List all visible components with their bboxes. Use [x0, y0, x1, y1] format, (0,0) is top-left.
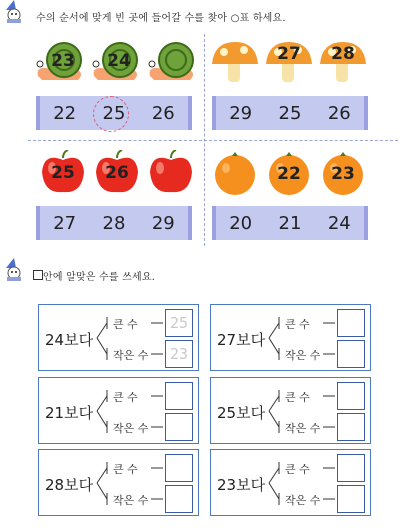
apple-choices-bar [36, 206, 192, 240]
branch-line [269, 468, 279, 483]
mushroom-3-number: 28 [331, 44, 355, 64]
mushroom-2 [264, 40, 314, 86]
base-number-label: 27보다 [217, 331, 266, 349]
mushroom-choice-1[interactable]: 29 [229, 102, 253, 124]
comparison-box [38, 449, 199, 516]
branch-line [97, 483, 107, 499]
branch-line [269, 411, 279, 427]
orange-3 [318, 150, 368, 196]
base-number-label: 25보다 [217, 404, 266, 422]
bigger-label: 큰 수 [285, 318, 310, 331]
instruction-2: 안에 알맞은 수를 쓰세요. [43, 272, 156, 283]
bigger-label: 큰 수 [285, 391, 310, 404]
bigger-label: 큰 수 [285, 463, 310, 476]
divider-horizontal [28, 140, 398, 141]
smaller-label: 작은 수 [285, 349, 321, 362]
mushroom-choices-bar [212, 96, 368, 130]
snail-choice-1[interactable]: 22 [53, 102, 77, 124]
base-number-label: 28보다 [45, 476, 94, 494]
branch-line [97, 411, 107, 427]
branch-line [97, 323, 107, 338]
orange-choice-1[interactable]: 20 [229, 212, 253, 234]
smaller-answer-box[interactable] [337, 340, 365, 368]
base-number-label: 24보다 [45, 331, 94, 349]
snail-1 [34, 40, 84, 86]
branch-line [97, 396, 107, 411]
mushroom-2-number: 27 [277, 44, 301, 64]
bigger-answer-box[interactable] [337, 454, 365, 482]
apple-1-number: 25 [51, 163, 75, 183]
wizard-mascot-icon [3, 0, 25, 24]
bigger-answer-box[interactable] [165, 382, 193, 410]
snail-2 [90, 40, 140, 86]
instruction-box-icon [33, 270, 43, 280]
smaller-label: 작은 수 [285, 422, 321, 435]
smaller-label: 작은 수 [113, 422, 149, 435]
smaller-label: 작은 수 [113, 349, 149, 362]
branch-line [269, 323, 279, 338]
smaller-answer-box[interactable] [337, 485, 365, 513]
orange-2-number: 22 [277, 164, 301, 184]
instruction-1: 수의 순서에 맞게 빈 곳에 들어갈 수를 찾아 ○표 하세요. [36, 13, 286, 24]
wizard-mascot-icon-2 [3, 258, 25, 282]
base-number-label: 23보다 [217, 476, 266, 494]
mushroom-3 [318, 40, 368, 86]
branch-line [97, 338, 107, 354]
apple-3 [146, 150, 196, 196]
apple-choice-1[interactable]: 27 [53, 212, 77, 234]
comparison-box [210, 304, 371, 371]
apple-1 [38, 150, 88, 196]
bigger-label: 큰 수 [113, 318, 138, 331]
orange-2 [264, 150, 314, 196]
bigger-answer-box[interactable] [337, 382, 365, 410]
branch-line [97, 468, 107, 483]
bigger-label: 큰 수 [113, 391, 138, 404]
mushroom-choice-2[interactable]: 25 [278, 102, 302, 124]
orange-choice-3[interactable]: 24 [327, 212, 351, 234]
comparison-box [210, 377, 371, 444]
comparison-box [210, 449, 371, 516]
smaller-label: 작은 수 [113, 494, 149, 507]
apple-choice-2[interactable]: 28 [102, 212, 126, 234]
orange-3-number: 23 [331, 164, 355, 184]
base-number-label: 21보다 [45, 404, 94, 422]
orange-1 [210, 150, 260, 196]
smaller-answer-box[interactable] [165, 413, 193, 441]
snail-choice-2[interactable]: 25 [102, 102, 126, 124]
snail-choices-bar [36, 96, 192, 130]
apple-2-number: 26 [105, 163, 129, 183]
bigger-answer-box[interactable] [337, 309, 365, 337]
bigger-answer-box[interactable] [165, 454, 193, 482]
bigger-answer-box[interactable]: 25 [165, 309, 193, 337]
snail-choice-3[interactable]: 26 [151, 102, 175, 124]
apple-choice-3[interactable]: 29 [151, 212, 175, 234]
smaller-label: 작은 수 [285, 494, 321, 507]
snail-1-number: 23 [51, 51, 75, 71]
smaller-answer-box[interactable]: 23 [165, 340, 193, 368]
orange-choices-bar [212, 206, 368, 240]
divider-vertical [204, 34, 205, 246]
mushroom-1 [210, 40, 260, 86]
comparison-box [38, 377, 199, 444]
snail-3 [146, 40, 196, 86]
branch-line [269, 396, 279, 411]
apple-2 [92, 150, 142, 196]
smaller-answer-box[interactable] [165, 485, 193, 513]
orange-choice-2[interactable]: 21 [278, 212, 302, 234]
snail-2-number: 24 [107, 51, 131, 71]
mushroom-choice-3[interactable]: 26 [327, 102, 351, 124]
smaller-answer-box[interactable] [337, 413, 365, 441]
branch-line [269, 483, 279, 499]
comparison-box [38, 304, 199, 371]
branch-line [269, 338, 279, 354]
bigger-label: 큰 수 [113, 463, 138, 476]
